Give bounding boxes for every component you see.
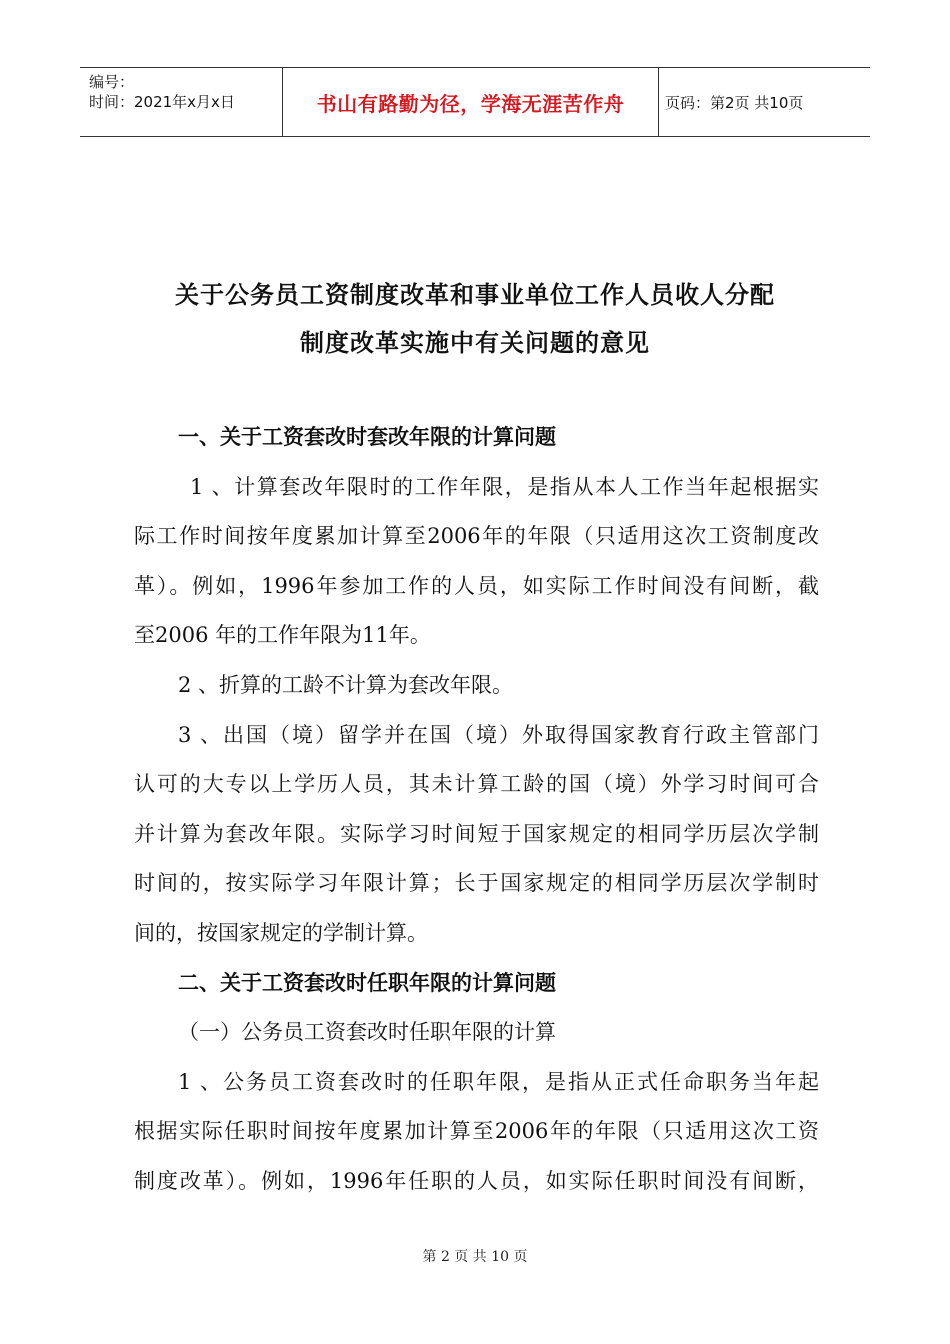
- paragraph-3-line-2: 认可的大专以上学历人员，其未计算工龄的国（境）外学习时间可合: [134, 772, 819, 796]
- section-heading-2: 二、关于工资套改时任职年限的计算问题: [178, 971, 556, 995]
- paragraph-1-line-3: 革）。例如，1996年参加工作的人员，如实际工作时间没有间断，截: [134, 574, 819, 598]
- document-title-line-2: 制度改革实施中有关问题的意见: [300, 329, 650, 357]
- paragraph-4-line-3: 制度改革）。例如，1996年任职的人员，如实际任职时间没有间断，: [134, 1169, 819, 1193]
- paragraph-3-line-1: 3 、出国（境）留学并在国（境）外取得国家教育行政主管部门: [178, 723, 819, 747]
- paragraph-3-line-3: 并计算为套改年限。实际学习时间短于国家规定的相同学历层次学制: [134, 822, 819, 846]
- document-number-label: 编号：: [89, 73, 135, 91]
- header-motto: 书山有路勤为径，学海无涯苦作舟: [316, 91, 625, 116]
- header-motto-cell: [282, 68, 659, 136]
- document-title-line-1: 关于公务员工资制度改革和事业单位工作人员收人分配: [175, 281, 775, 309]
- paragraph-1-line-2: 际工作时间按年度累加计算至2006年的年限（只适用这次工资制度改: [134, 524, 819, 548]
- header-table: [80, 67, 870, 137]
- subsection-heading-1: （一）公务员工资套改时任职年限的计算: [178, 1020, 556, 1044]
- page-footer: 第 2 页 共 10 页: [422, 1249, 528, 1265]
- paragraph-2: 2 、折算的工龄不计算为套改年限。: [178, 673, 514, 697]
- header-page-info: 页码：第2页 共10页: [665, 93, 804, 112]
- paragraph-3-line-4: 时间的，按实际学习年限计算；长于国家规定的相同学历层次学制时: [134, 871, 819, 895]
- paragraph-4-line-2: 根据实际任职时间按年度累加计算至2006年的年限（只适用这次工资: [134, 1119, 819, 1143]
- paragraph-1-line-1: 1 、计算套改年限时的工作年限，是指从本人工作当年起根据实: [190, 475, 819, 499]
- section-heading-1: 一、关于工资套改时套改年限的计算问题: [178, 425, 556, 449]
- document-date-label: 时间：2021年x月x日: [89, 93, 235, 111]
- header-page-cell: [659, 68, 870, 136]
- paragraph-4-line-1: 1 、公务员工资套改时的任职年限，是指从正式任命职务当年起: [178, 1070, 819, 1094]
- header-meta-cell: [80, 68, 282, 136]
- paragraph-1-line-4: 至2006 年的工作年限为11年。: [134, 623, 431, 647]
- paragraph-3-line-5: 间的，按国家规定的学制计算。: [134, 921, 428, 945]
